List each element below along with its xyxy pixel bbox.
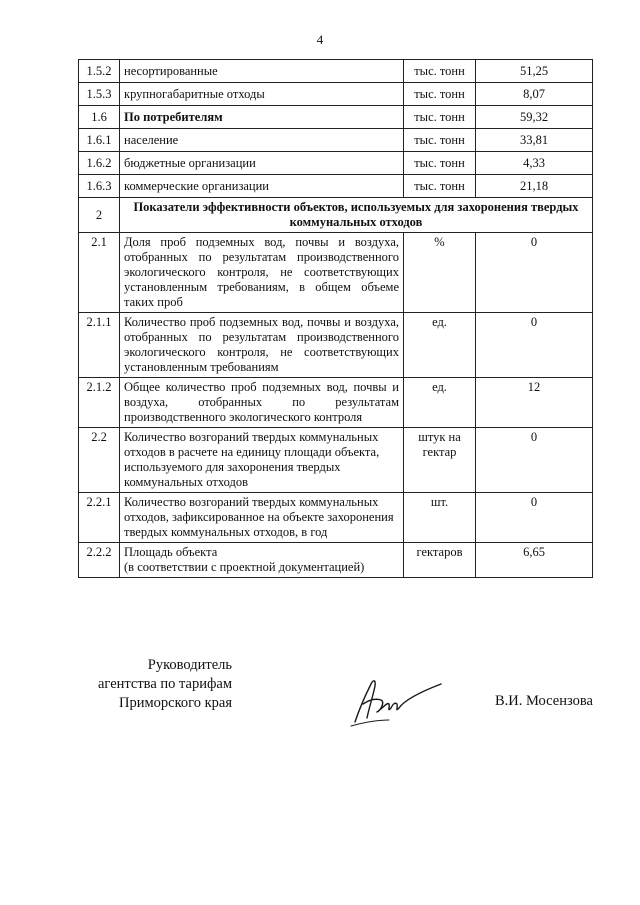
row-number: 1.6 xyxy=(79,106,120,129)
table-row xyxy=(79,493,593,543)
row-unit: тыс. тонн xyxy=(404,152,476,175)
row-value: 12 xyxy=(476,378,593,428)
row-name: население xyxy=(120,129,404,152)
row-value: 51,25 xyxy=(476,60,593,83)
row-number: 2.1 xyxy=(79,233,120,313)
row-name-note: (в соответствии с проектной документацией) xyxy=(124,560,365,574)
row-value: 0 xyxy=(476,493,593,543)
row-name: крупногабаритные отходы xyxy=(120,83,404,106)
row-number: 2.2 xyxy=(79,428,120,493)
row-value: 21,18 xyxy=(476,175,593,198)
table-row xyxy=(79,83,593,106)
row-unit: тыс. тонн xyxy=(404,83,476,106)
row-number: 1.6.2 xyxy=(79,152,120,175)
row-value: 59,32 xyxy=(476,106,593,129)
row-value: 6,65 xyxy=(476,543,593,578)
row-name: Количество возгораний твердых коммунальных отходов в расчете на единицу площади объекта, используемого для захоронения твердых коммунальных отходов xyxy=(120,428,404,493)
row-number: 2.2.1 xyxy=(79,493,120,543)
row-name: Доля проб подземных вод, почвы и воздуха, отобранных по результатам производственного экологического контроля, не соответствующих установленным требованиям, в общем объеме таких проб xyxy=(120,233,404,313)
row-name: Общее количество проб подземных вод, почвы и воздуха, отобранных по результатам производственного экологического контроля xyxy=(120,378,404,428)
handwritten-signature xyxy=(345,670,445,728)
row-name: коммерческие организации xyxy=(120,175,404,198)
row-name: Площадь объекта xyxy=(124,545,218,559)
row-unit: ед. xyxy=(404,378,476,428)
row-unit: % xyxy=(404,233,476,313)
row-number: 2.2.2 xyxy=(79,543,120,578)
row-name-cell xyxy=(120,543,404,578)
table-row xyxy=(79,428,593,493)
table-row xyxy=(79,175,593,198)
row-unit: тыс. тонн xyxy=(404,175,476,198)
row-value: 8,07 xyxy=(476,83,593,106)
row-number: 1.5.3 xyxy=(79,83,120,106)
row-unit: тыс. тонн xyxy=(404,129,476,152)
table-row xyxy=(79,129,593,152)
signer-position-line-2: агентства по тарифам xyxy=(98,676,232,692)
table-row xyxy=(79,60,593,83)
row-number: 1.6.1 xyxy=(79,129,120,152)
row-unit: тыс. тонн xyxy=(404,106,476,129)
row-name: бюджетные организации xyxy=(120,152,404,175)
row-unit: штук на гектар xyxy=(404,428,476,493)
row-unit: ед. xyxy=(404,313,476,378)
row-number: 1.6.3 xyxy=(79,175,120,198)
row-value: 0 xyxy=(476,313,593,378)
row-number: 2.1.1 xyxy=(79,313,120,378)
row-name: По потребителям xyxy=(120,106,404,129)
row-unit: шт. xyxy=(404,493,476,543)
section-header-row xyxy=(79,198,593,233)
table-row xyxy=(79,106,593,129)
section-title: Показатели эффективности объектов, используемых для захоронения твердых коммунальных отходов xyxy=(120,198,593,233)
table-row xyxy=(79,152,593,175)
signer-position-line-3: Приморского края xyxy=(118,695,232,711)
row-number: 1.5.2 xyxy=(79,60,120,83)
row-unit: тыс. тонн xyxy=(404,60,476,83)
row-name: Количество проб подземных вод, почвы и воздуха, отобранных по результатам производственного экологического контроля, не соответствующих установленным требованиям xyxy=(120,313,404,378)
section-number: 2 xyxy=(79,198,120,233)
table-row xyxy=(79,378,593,428)
row-value: 0 xyxy=(476,428,593,493)
table-row xyxy=(79,313,593,378)
table-row xyxy=(79,233,593,313)
row-name: Количество возгораний твердых коммунальных отходов, зафиксированное на объекте захоронения твердых коммунальных отходов, в год xyxy=(120,493,404,543)
row-value: 0 xyxy=(476,233,593,313)
indicators-table xyxy=(78,59,593,578)
signer-position-line-1: Руководитель xyxy=(147,657,232,673)
signature-block xyxy=(72,656,232,713)
row-value: 33,81 xyxy=(476,129,593,152)
row-number: 2.1.2 xyxy=(79,378,120,428)
row-name: несортированные xyxy=(120,60,404,83)
table-row xyxy=(79,543,593,578)
row-unit: гектаров xyxy=(404,543,476,578)
page-number: 4 xyxy=(316,32,324,47)
signer-name: В.И. Мосензова xyxy=(495,693,593,709)
row-value: 4,33 xyxy=(476,152,593,175)
